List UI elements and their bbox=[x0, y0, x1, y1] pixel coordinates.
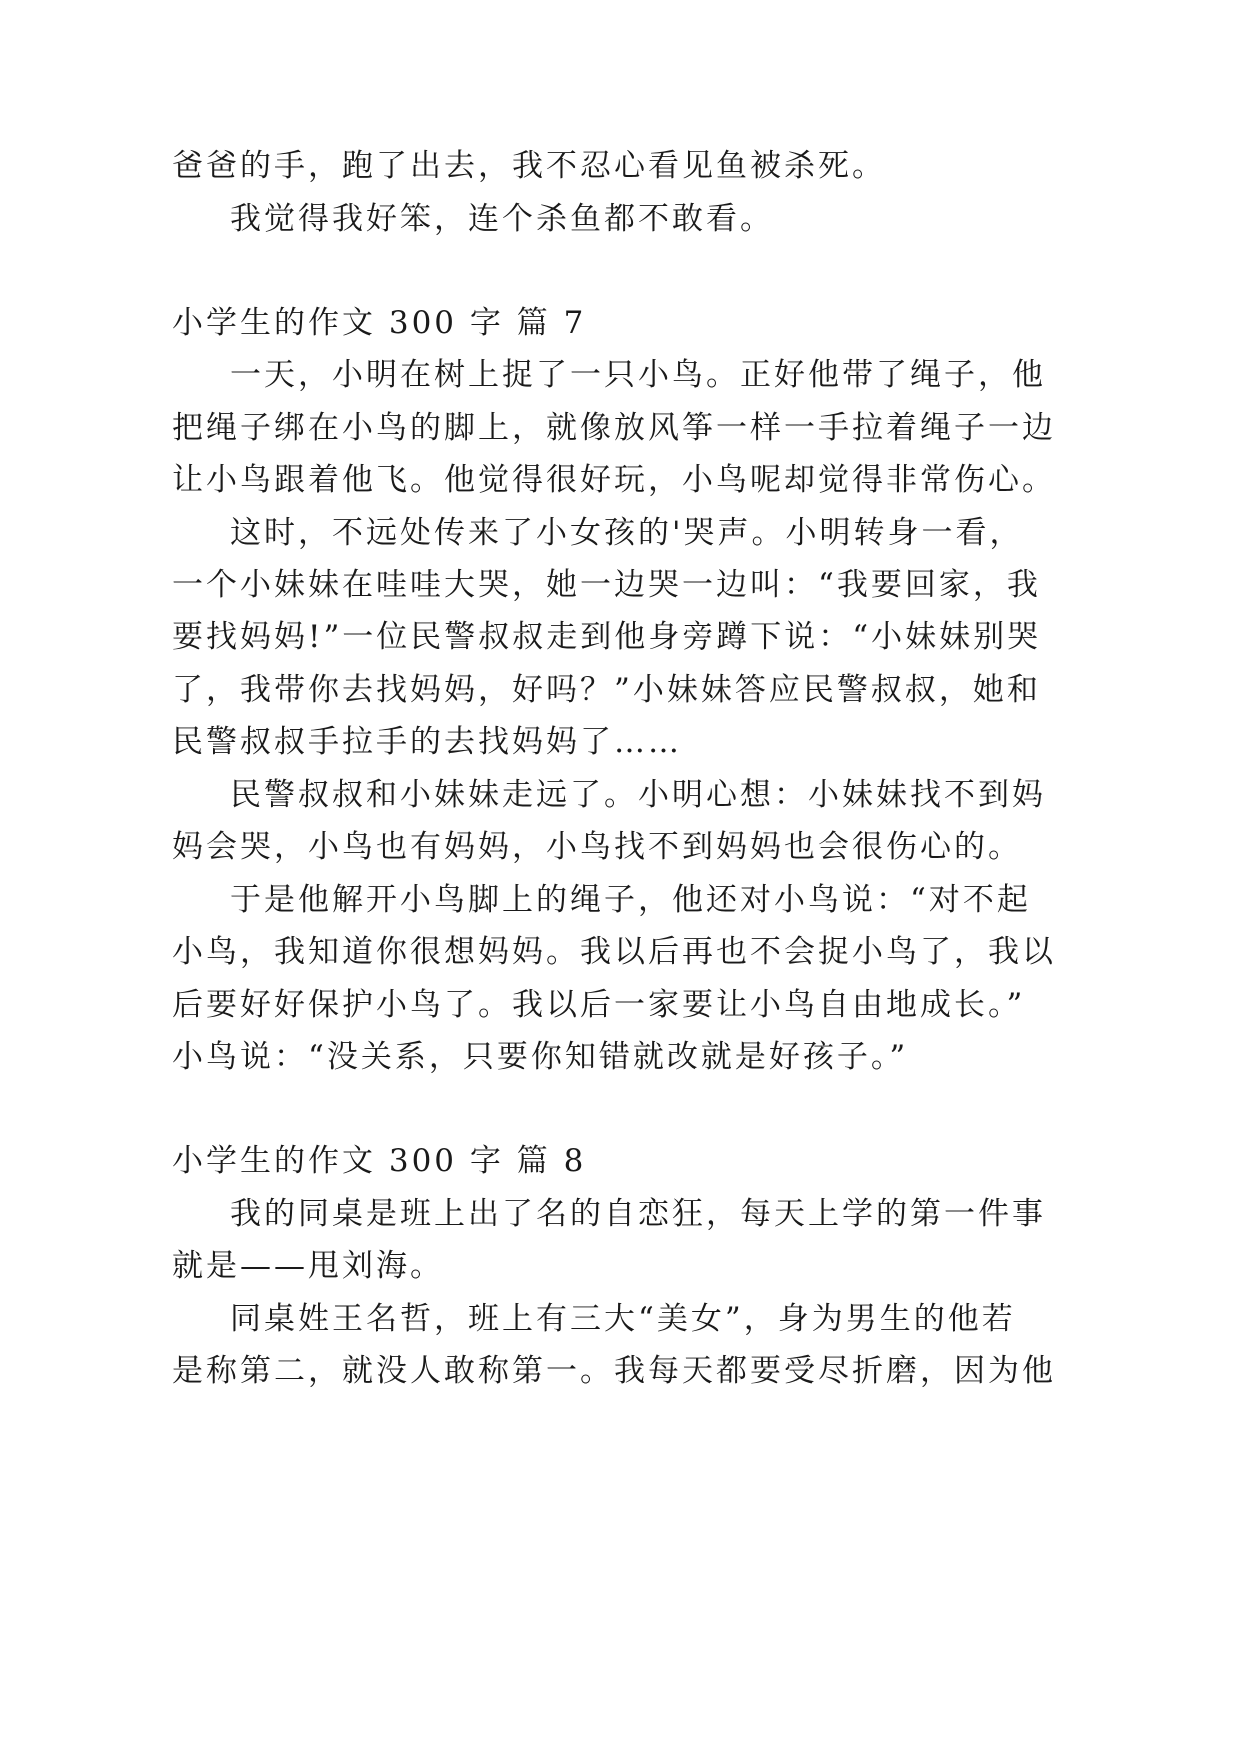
section-heading: 小学生的作文 300 字 篇 8 bbox=[172, 1143, 587, 1179]
text-line: 民警叔叔手拉手的去找妈妈了…… bbox=[172, 724, 682, 760]
text-line: 于是他解开小鸟脚上的绳子，他还对小鸟说：“对不起 bbox=[230, 882, 1031, 918]
section-heading: 小学生的作文 300 字 篇 7 bbox=[172, 305, 587, 341]
text-line: 我的同桌是班上出了名的自恋狂，每天上学的第一件事 bbox=[230, 1196, 1046, 1232]
text-line: 就是——甩刘海。 bbox=[172, 1248, 444, 1284]
text-line: 民警叔叔和小妹妹走远了。小明心想：小妹妹找不到妈 bbox=[230, 777, 1046, 813]
text-line: 后要好好保护小鸟了。我以后一家要让小鸟自由地成长。” bbox=[172, 987, 1026, 1023]
text-line: 了，我带你去找妈妈，好吗？”小妹妹答应民警叔叔，她和 bbox=[172, 672, 1041, 708]
text-line: 小鸟说：“没关系，只要你知错就改就是好孩子。” bbox=[172, 1039, 909, 1075]
text-line: 一天，小明在树上捉了一只小鸟。正好他带了绳子，他 bbox=[230, 357, 1046, 393]
text-line: 是称第二，就没人敢称第一。我每天都要受尽折磨，因为他 bbox=[172, 1353, 1056, 1389]
text-line: 小鸟，我知道你很想妈妈。我以后再也不会捉小鸟了，我以 bbox=[172, 934, 1056, 970]
text-line: 同桌姓王名哲，班上有三大“美女”，身为男生的他若 bbox=[230, 1301, 1016, 1337]
text-line: 妈会哭，小鸟也有妈妈，小鸟找不到妈妈也会很伤心的。 bbox=[172, 829, 1022, 865]
text-line: 爸爸的手，跑了出去，我不忍心看见鱼被杀死。 bbox=[172, 148, 886, 184]
text-line: 一个小妹妹在哇哇大哭，她一边哭一边叫：“我要回家，我 bbox=[172, 567, 1041, 603]
text-line: 我觉得我好笨，连个杀鱼都不敢看。 bbox=[230, 201, 774, 237]
text-line: 要找妈妈!”一位民警叔叔走到他身旁蹲下说：“小妹妹别哭 bbox=[172, 619, 1042, 655]
text-line: 这时，不远处传来了小女孩的'哭声。小明转身一看， bbox=[230, 515, 1024, 551]
text-line: 让小鸟跟着他飞。他觉得很好玩，小鸟呢却觉得非常伤心。 bbox=[172, 462, 1056, 498]
text-line: 把绳子绑在小鸟的脚上，就像放风筝一样一手拉着绳子一边 bbox=[172, 410, 1056, 446]
